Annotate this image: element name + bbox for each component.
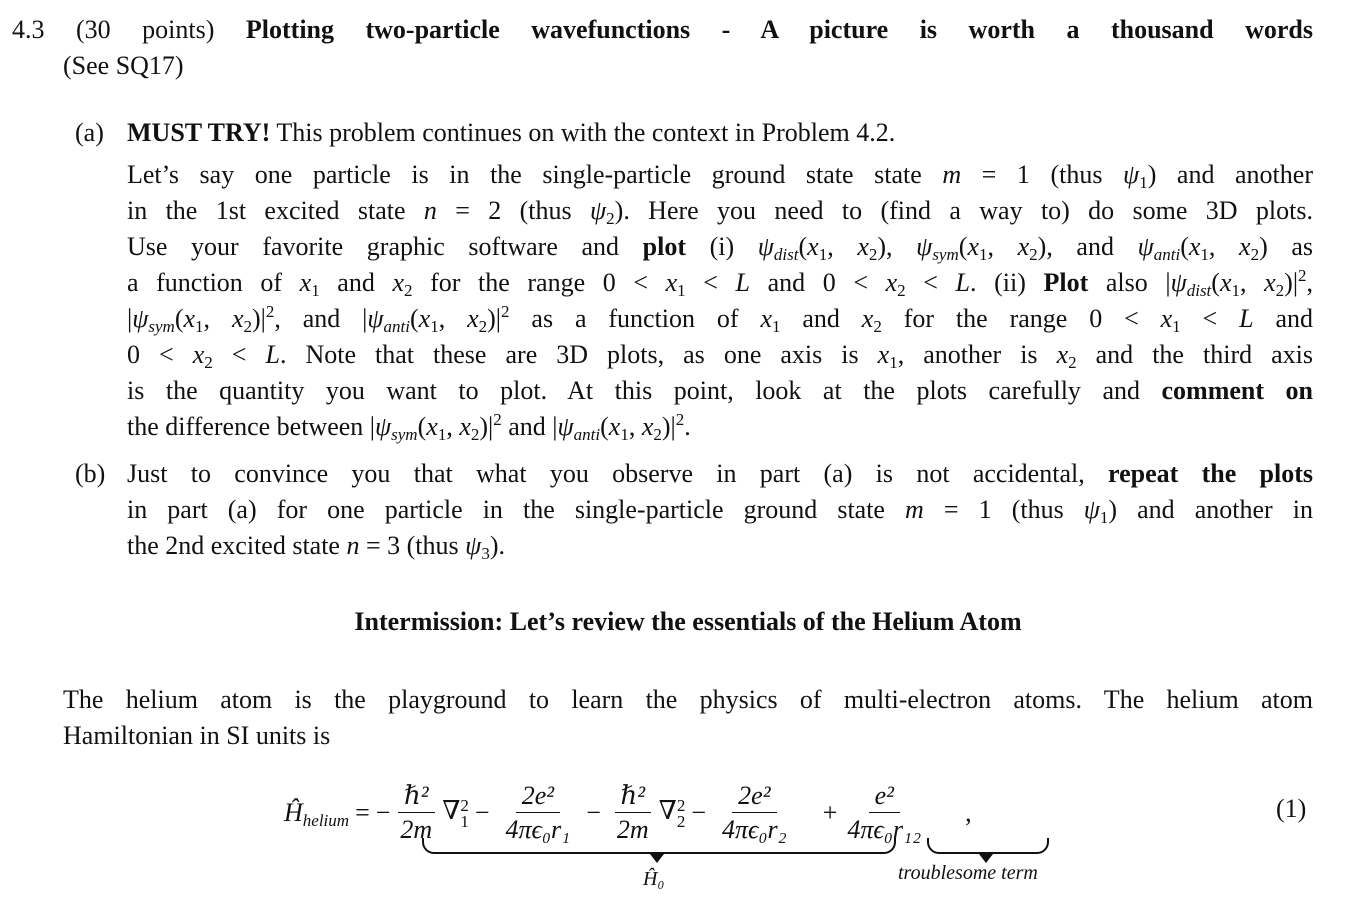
text-run: ψ <box>1123 160 1140 189</box>
text-run: x <box>1188 232 1201 261</box>
eq-lhs-sub: helium <box>302 811 350 830</box>
eq-num: ℏ² <box>615 780 652 813</box>
text-run: 2 <box>868 245 878 264</box>
text-run: Plot <box>1043 268 1089 297</box>
text-run: m <box>942 160 962 189</box>
text-run: ψ <box>557 412 574 441</box>
text-run: 2 <box>493 410 502 429</box>
text-run: x <box>459 412 471 441</box>
text-run: ψ <box>1170 268 1187 297</box>
text-run: Use your favorite graphic software and <box>127 232 643 261</box>
eq-frac-coulomb-2 <box>716 780 793 847</box>
text-run: x <box>665 268 678 297</box>
text-run: 1 <box>677 281 686 300</box>
text-run: 1 <box>818 245 828 264</box>
underbrace-troublesome <box>927 838 1049 854</box>
text-run: a function of <box>127 268 300 297</box>
eq-nabla: ∇ <box>658 796 677 826</box>
text-run: , <box>628 412 642 441</box>
eq-plus: + <box>822 798 838 827</box>
text-run: , <box>438 304 468 333</box>
text-run: ) as <box>1259 232 1313 261</box>
text-run: 1 <box>1139 173 1148 192</box>
problem-title <box>12 12 1313 84</box>
text-run: )| <box>479 412 494 441</box>
text-run: 2 <box>1298 266 1307 285</box>
text-run: , <box>987 232 1018 261</box>
text-run: ( <box>1211 268 1220 297</box>
eq-frac-kinetic-1 <box>394 780 438 847</box>
text-run: for the range 0 < <box>881 304 1161 333</box>
eq-sup: 2 <box>676 795 686 815</box>
h0-label: Ĥ₀ <box>643 868 665 890</box>
eq-minus: − <box>691 798 706 827</box>
part-a-text <box>127 115 1313 445</box>
text-run: ( <box>409 304 419 333</box>
equation-number: (1) <box>1276 794 1307 823</box>
text-line <box>63 718 1313 754</box>
text-run: 1 <box>620 425 629 444</box>
text-run: < <box>685 268 736 297</box>
text-run: x <box>1056 340 1069 369</box>
text-run: Hamiltonian in SI units is <box>63 721 331 750</box>
text-run: = 2 (thus <box>436 196 590 225</box>
text-run: x <box>861 304 874 333</box>
text-run: , another is <box>897 340 1057 369</box>
text-run: ( <box>417 412 427 441</box>
text-run: x <box>967 232 979 261</box>
text-run: 2 <box>873 317 882 336</box>
text-run: )| <box>487 304 502 333</box>
eq-den: 2m <box>616 814 649 844</box>
text-run: ) and another <box>1147 160 1313 189</box>
eq-lhs <box>284 798 349 828</box>
eq-sub: 1 <box>460 811 469 831</box>
text-run: (i) <box>685 232 758 261</box>
eq-den: 4πϵ₀r₂ <box>722 814 787 844</box>
text-run: is the quantity you want to plot. At this point, look at the plots carefully and <box>127 376 1162 405</box>
text-run: 2 <box>404 281 413 300</box>
text-run: ), and <box>1037 232 1138 261</box>
eq-frac-kinetic-2 <box>611 780 655 847</box>
text-run: ( <box>174 304 184 333</box>
text-run: 2 <box>243 317 252 336</box>
text-run: , <box>827 232 858 261</box>
text-run: L <box>1239 304 1254 333</box>
eq-h-hat: Ĥ <box>284 798 303 827</box>
text-run: , <box>1208 232 1240 261</box>
text-line <box>127 301 1313 337</box>
eq-frac-repulsion <box>841 780 927 847</box>
eq-laplacian-1 <box>442 796 469 829</box>
text-run: = 1 (thus <box>923 495 1084 524</box>
text-run: Let’s say one particle is in the single-particle ground state state <box>127 160 943 189</box>
text-run: 0 < <box>127 340 193 369</box>
eq-laplacian-2 <box>659 796 686 829</box>
text-run: repeat the plots <box>1108 459 1313 488</box>
text-line <box>127 193 1313 229</box>
eq-equals: = <box>355 798 370 827</box>
text-run: , <box>1240 268 1265 297</box>
text-run: ψ <box>1137 232 1154 261</box>
text-run: x <box>467 304 479 333</box>
text-run: . (ii) <box>970 268 1044 297</box>
text-run: and <box>319 268 393 297</box>
text-run: x <box>231 304 244 333</box>
text-run: anti <box>1153 245 1181 264</box>
text-run: L <box>735 268 750 297</box>
text-run: in part (a) for one particle in the single-particle ground state <box>127 495 906 524</box>
text-run: x <box>1160 304 1173 333</box>
eq-minus: − <box>375 798 391 827</box>
text-run: 2 <box>1250 245 1260 264</box>
text-run: )| <box>1284 268 1299 297</box>
part-b-label: (b) <box>75 459 106 488</box>
text-run: dist <box>773 245 799 264</box>
text-run: sym <box>932 245 959 264</box>
text-run: x <box>1264 268 1276 297</box>
text-run: x <box>392 268 404 297</box>
text-run: , <box>203 304 232 333</box>
eq-num: 2e² <box>732 780 776 813</box>
helium-intro <box>63 682 1313 754</box>
text-run: and | <box>501 412 558 441</box>
text-run: , <box>1306 268 1313 297</box>
text-run: The helium atom is the playground to learn the physics of multi-electron atoms. The helium atom <box>63 685 1313 714</box>
title-line <box>12 12 1313 48</box>
text-run: 3 <box>481 544 490 563</box>
text-line <box>127 492 1313 528</box>
text-run: 1 <box>1099 508 1109 527</box>
text-run: ψ <box>757 232 774 261</box>
text-line <box>127 373 1313 409</box>
text-run: 2 <box>1029 245 1038 264</box>
text-run: x <box>877 340 890 369</box>
text-run: x <box>426 412 438 441</box>
eq-num: ℏ² <box>398 780 435 813</box>
text-run: 2 <box>501 302 510 321</box>
text-run: (See SQ17) <box>63 51 184 80</box>
part-b-text <box>127 456 1313 564</box>
text-run: = 3 (thus <box>359 531 466 560</box>
eq-minus: − <box>586 798 601 827</box>
text-run: 2 <box>675 410 685 429</box>
text-run: < <box>905 268 956 297</box>
eq-den: 4πϵ₀r₁ <box>505 814 571 844</box>
text-run: 2 <box>204 353 213 372</box>
text-line <box>127 528 1313 564</box>
text-run: sym <box>391 425 418 444</box>
text-run: 1 <box>978 245 988 264</box>
text-run: | <box>127 304 133 333</box>
text-run: 1 <box>889 353 898 372</box>
text-line <box>127 115 1313 151</box>
text-run: also | <box>1088 268 1171 297</box>
text-run: and <box>780 304 862 333</box>
text-run: ( <box>958 232 968 261</box>
underbrace-tip <box>650 854 664 863</box>
text-run: 2 <box>478 317 488 336</box>
text-run: < <box>212 340 266 369</box>
text-run: ψ <box>374 412 392 441</box>
text-run: 2 <box>897 281 906 300</box>
text-run: 1 <box>195 317 204 336</box>
text-run: 2 <box>606 209 615 228</box>
text-run: 1 <box>311 281 320 300</box>
title-line <box>12 48 1313 84</box>
text-run: the 2nd excited state <box>127 531 347 560</box>
text-run: Plotting two-particle wavefunctions - A picture is worth a thousand words <box>245 15 1313 44</box>
text-run: x <box>1017 232 1030 261</box>
text-run: 1 <box>437 425 447 444</box>
text-run: x <box>299 268 312 297</box>
text-line <box>127 337 1313 373</box>
text-run: x <box>183 304 196 333</box>
eq-num: 2e² <box>516 780 560 813</box>
eq-sub: 2 <box>676 811 686 831</box>
text-run: ψ <box>465 531 482 560</box>
text-run: This problem continues on with the context in Problem 4.2. <box>270 118 896 147</box>
text-run: comment on <box>1161 376 1313 405</box>
text-run: 2 <box>1275 281 1285 300</box>
text-run: L <box>955 268 971 297</box>
text-run: dist <box>1186 281 1212 300</box>
part-a-label: (a) <box>75 118 104 147</box>
text-run: 1 <box>1231 281 1240 300</box>
intermission-heading: Intermission: Let’s review the essentials of the Helium Atom <box>354 607 1022 636</box>
text-run: and the third axis <box>1076 340 1313 369</box>
text-run: 1 <box>1172 317 1181 336</box>
text-run: 4.3 (30 points) <box>12 15 246 44</box>
text-run: 2 <box>470 425 480 444</box>
text-run: , and | <box>274 304 368 333</box>
text-run: as a function of <box>509 304 761 333</box>
eq-den: 2m <box>400 814 433 844</box>
text-run: in the 1st excited state <box>127 196 424 225</box>
text-run: 1 <box>1200 245 1209 264</box>
text-run: anti <box>573 425 601 444</box>
text-run: x <box>608 412 621 441</box>
text-run: ), <box>877 232 917 261</box>
text-run: ψ <box>132 304 149 333</box>
eq-sup: 2 <box>460 795 469 815</box>
text-run: x <box>1239 232 1251 261</box>
text-run: the difference between | <box>127 412 375 441</box>
text-run: sym <box>148 317 175 336</box>
text-run: ). <box>489 531 505 560</box>
text-run: anti <box>383 317 410 336</box>
text-run: MUST TRY! <box>127 118 271 147</box>
troublesome-term-label: troublesome term <box>898 862 1038 884</box>
text-run: 2 <box>653 425 662 444</box>
text-run: ψ <box>590 196 607 225</box>
text-run: 2 <box>265 302 275 321</box>
text-run: L <box>265 340 280 369</box>
text-run: x <box>641 412 654 441</box>
text-run: n <box>346 531 360 560</box>
text-run: < <box>1180 304 1240 333</box>
text-run: x <box>857 232 869 261</box>
text-run: )| <box>251 304 266 333</box>
text-line <box>127 229 1313 265</box>
text-run: and <box>1253 304 1313 333</box>
text-run: x <box>418 304 431 333</box>
text-run: . Note that these are 3D plots, as one axis is <box>279 340 878 369</box>
text-line <box>127 157 1313 193</box>
text-line <box>63 682 1313 718</box>
eq-minus: − <box>474 798 490 827</box>
eq-frac-coulomb-1 <box>500 780 577 847</box>
eq-nabla: ∇ <box>442 796 461 826</box>
text-run: x <box>192 340 205 369</box>
text-run: for the range 0 < <box>412 268 666 297</box>
underbrace-h0 <box>422 838 896 854</box>
text-run: n <box>423 196 437 225</box>
text-run: 1 <box>771 317 781 336</box>
eq-num: e² <box>869 780 900 813</box>
text-run: Just to convince you that what you observe in part (a) is not accidental, <box>127 459 1109 488</box>
text-run: 1 <box>430 317 439 336</box>
text-run: ψ <box>1083 495 1100 524</box>
text-run: ( <box>600 412 609 441</box>
text-run: m <box>905 495 924 524</box>
text-run: plot <box>642 232 686 261</box>
text-run: )| <box>661 412 676 441</box>
eq-den: 4πϵ₀r₁₂ <box>847 814 922 844</box>
text-line <box>127 265 1313 301</box>
eq-comma: , <box>965 798 972 827</box>
text-run: x <box>760 304 772 333</box>
text-run: ψ <box>367 304 384 333</box>
text-run: x <box>807 232 819 261</box>
text-run: and 0 < <box>750 268 886 297</box>
text-run: x <box>885 268 898 297</box>
text-run: ( <box>798 232 808 261</box>
text-run: = 1 (thus <box>961 160 1124 189</box>
text-run: ψ <box>916 232 933 261</box>
text-line <box>127 456 1313 492</box>
text-run: ( <box>1180 232 1189 261</box>
text-run: ) and another in <box>1108 495 1313 524</box>
text-run: 2 <box>1068 353 1077 372</box>
text-run: , <box>446 412 460 441</box>
text-run: ). Here you need to (find a way to) do some 3D plots. <box>614 196 1313 225</box>
text-run: x <box>1219 268 1232 297</box>
text-run: . <box>684 412 691 441</box>
text-line <box>127 409 1313 445</box>
